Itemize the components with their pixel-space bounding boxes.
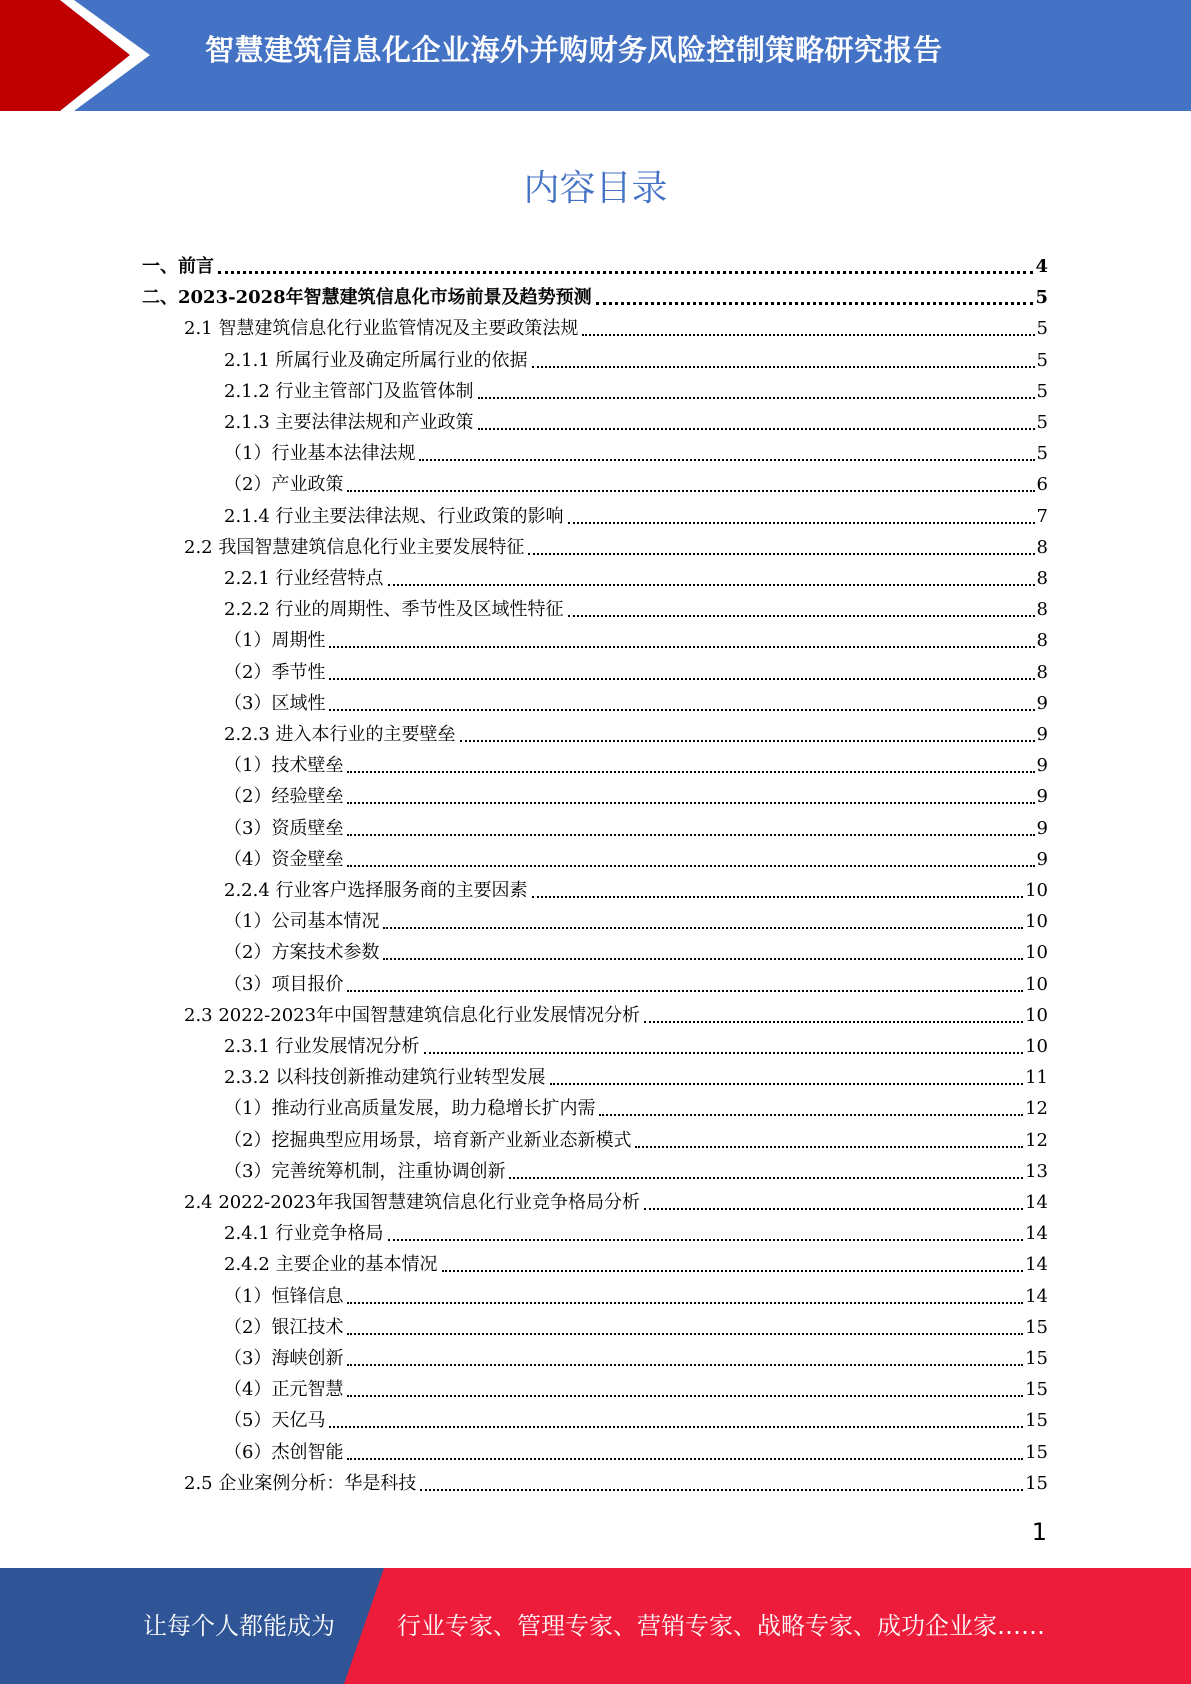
toc-entry-page: 15: [1025, 1348, 1048, 1369]
toc-entry[interactable]: [224, 691, 1048, 717]
toc-entry[interactable]: [184, 1003, 1048, 1029]
toc-entry-page: 11: [1025, 1067, 1048, 1088]
toc-entry-page: 5: [1036, 350, 1048, 371]
toc-dot-leader: [329, 678, 1034, 680]
footer-slogan-right: 行业专家、管理专家、营销专家、战略专家、成功企业家……: [397, 1612, 1045, 1640]
toc-entry-label: 2.3.1 行业发展情况分析: [224, 1036, 420, 1057]
toc-entry-page: 9: [1036, 786, 1048, 807]
toc-entry-label: （1）恒锋信息: [224, 1286, 344, 1307]
toc-entry-page: 5: [1036, 412, 1048, 433]
toc-dot-leader: [347, 990, 1023, 992]
toc-dot-leader: [347, 1333, 1023, 1335]
toc-entry-label: （2）银江技术: [224, 1317, 344, 1338]
toc-entry[interactable]: [224, 784, 1048, 810]
toc-entry-label: 2.2.2 行业的周期性、季节性及区域性特征: [224, 599, 564, 620]
toc-entry[interactable]: [224, 566, 1048, 592]
toc-entry-page: 5: [1036, 443, 1048, 464]
toc-entry[interactable]: [224, 1284, 1048, 1310]
toc-entry[interactable]: [224, 660, 1048, 686]
report-title: 智慧建筑信息化企业海外并购财务风险控制策略研究报告: [205, 33, 943, 67]
toc-entry[interactable]: [224, 628, 1048, 654]
toc-entry-label: （1）周期性: [224, 630, 326, 651]
toc-entry[interactable]: [224, 753, 1048, 779]
toc-entry-label: 2.1 智慧建筑信息化行业监管情况及主要政策法规: [184, 318, 579, 339]
toc-dot-leader: [478, 428, 1035, 430]
toc-entry-page: 5: [1036, 318, 1048, 339]
toc-entry[interactable]: [224, 878, 1048, 904]
toc-entry-page: 15: [1025, 1442, 1048, 1463]
toc-dot-leader: [442, 1270, 1024, 1272]
toc-entry[interactable]: [224, 1128, 1048, 1154]
toc-entry-label: （2）方案技术参数: [224, 942, 380, 963]
toc-entry-page: 8: [1036, 568, 1048, 589]
toc-entry-label: 2.3 2022-2023年中国智慧建筑信息化行业发展情况分析: [184, 1005, 641, 1026]
toc-entry[interactable]: [184, 316, 1048, 342]
toc-entry-page: 8: [1036, 630, 1048, 651]
toc-entry-label: （2）挖掘典型应用场景，培育新产业新业态新模式: [224, 1130, 632, 1151]
toc-dot-leader: [582, 334, 1034, 336]
toc-entry-label: （3）项目报价: [224, 974, 344, 995]
toc-dot-leader: [532, 896, 1024, 898]
toc-entry[interactable]: [224, 1440, 1048, 1466]
toc-entry-label: 2.4 2022-2023年我国智慧建筑信息化行业竞争格局分析: [184, 1192, 641, 1213]
toc-entry[interactable]: [224, 441, 1048, 467]
toc-dot-leader: [347, 1364, 1023, 1366]
toc-entry[interactable]: [184, 535, 1048, 561]
toc-entry-label: 2.1.2 行业主管部门及监管体制: [224, 381, 474, 402]
toc-entry-page: 15: [1025, 1317, 1048, 1338]
toc-entry-label: 2.4.2 主要企业的基本情况: [224, 1254, 438, 1275]
toc-entry-label: （4）正元智慧: [224, 1379, 344, 1400]
toc-entry-page: 15: [1025, 1473, 1048, 1494]
toc-entry-page: 10: [1025, 911, 1048, 932]
toc-entry-page: 7: [1036, 506, 1048, 527]
toc-entry-label: 2.1.4 行业主要法律法规、行业政策的影响: [224, 506, 564, 527]
toc-entry-page: 10: [1025, 880, 1048, 901]
toc-dot-leader: [383, 927, 1023, 929]
toc-dot-leader: [550, 1083, 1024, 1085]
toc-entry[interactable]: [224, 1159, 1048, 1185]
toc-entry-page: 13: [1025, 1161, 1048, 1182]
toc-entry-label: （6）杰创智能: [224, 1442, 344, 1463]
toc-entry[interactable]: [224, 1408, 1048, 1434]
toc-dot-leader: [568, 615, 1035, 617]
toc-entry-label: 二、2023-2028年智慧建筑信息化市场前景及趋势预测: [142, 287, 592, 308]
toc-entry-page: 9: [1036, 755, 1048, 776]
toc-entry-page: 15: [1025, 1410, 1048, 1431]
toc-dot-leader: [347, 1395, 1023, 1397]
toc-entry-label: （3）海峡创新: [224, 1348, 344, 1369]
toc-entry-page: 15: [1025, 1379, 1048, 1400]
toc-entry[interactable]: [224, 816, 1048, 842]
toc-entry-label: （2）产业政策: [224, 474, 344, 495]
toc-entry-page: 9: [1036, 818, 1048, 839]
toc-dot-leader: [347, 771, 1034, 773]
toc-entry[interactable]: [224, 379, 1048, 405]
toc-entry-label: （1）公司基本情况: [224, 911, 380, 932]
toc-entry-label: 2.5 企业案例分析：华是科技: [184, 1473, 417, 1494]
toc-entry-page: 14: [1025, 1286, 1048, 1307]
toc-entry-page: 10: [1025, 974, 1048, 995]
toc-entry-label: （1）技术壁垒: [224, 755, 344, 776]
toc-dot-leader: [635, 1146, 1023, 1148]
toc-dot-leader: [388, 584, 1035, 586]
toc-entry[interactable]: [224, 1252, 1048, 1278]
toc-entry-label: 2.2.1 行业经营特点: [224, 568, 384, 589]
toc-entry-page: 10: [1025, 1005, 1048, 1026]
toc-entry[interactable]: [224, 1377, 1048, 1403]
toc-entry-page: 6: [1036, 474, 1048, 495]
report-header-banner: [0, 0, 1191, 111]
toc-entry-label: 2.2.3 进入本行业的主要壁垒: [224, 724, 456, 745]
toc-entry-label: （1）行业基本法律法规: [224, 443, 416, 464]
toc-entry-page: 8: [1036, 599, 1048, 620]
toc-entry[interactable]: [224, 1221, 1048, 1247]
toc-entry[interactable]: [184, 1190, 1048, 1216]
toc-entry-page: 10: [1025, 1036, 1048, 1057]
toc-dot-leader: [347, 490, 1034, 492]
toc-dot-leader: [644, 1208, 1023, 1210]
toc-dot-leader: [347, 834, 1034, 836]
toc-dot-leader: [532, 366, 1035, 368]
toc-entry-label: 2.1.1 所属行业及确定所属行业的依据: [224, 350, 528, 371]
toc-entry[interactable]: [224, 909, 1048, 935]
toc-dot-leader: [528, 553, 1034, 555]
toc-entry[interactable]: [142, 285, 1048, 311]
toc-entry[interactable]: [224, 1065, 1048, 1091]
toc-dot-leader: [596, 302, 1034, 305]
toc-entry[interactable]: [224, 348, 1048, 374]
toc-entry[interactable]: [224, 940, 1048, 966]
toc-entry-label: 2.3.2 以科技创新推动建筑行业转型发展: [224, 1067, 546, 1088]
toc-entry[interactable]: [224, 1346, 1048, 1372]
toc-dot-leader: [460, 740, 1035, 742]
toc-dot-leader: [329, 709, 1034, 711]
toc-entry-page: 4: [1035, 256, 1048, 277]
toc-entry-page: 14: [1025, 1192, 1048, 1213]
toc-dot-leader: [347, 865, 1034, 867]
page-number: 1: [1031, 1518, 1047, 1546]
toc-entry-label: （5）天亿马: [224, 1410, 326, 1431]
toc-dot-leader: [478, 397, 1035, 399]
toc-entry-page: 14: [1025, 1223, 1048, 1244]
toc-entry[interactable]: [142, 254, 1048, 280]
toc-entry[interactable]: [224, 597, 1048, 623]
toc-entry[interactable]: [224, 410, 1048, 436]
toc-entry-page: 9: [1036, 693, 1048, 714]
toc-dot-leader: [509, 1177, 1023, 1179]
toc-entry[interactable]: [224, 1315, 1048, 1341]
toc-dot-leader: [329, 646, 1034, 648]
toc-entry-page: 14: [1025, 1254, 1048, 1275]
toc-entry-page: 8: [1036, 662, 1048, 683]
toc-dot-leader: [218, 271, 1033, 274]
toc-dot-leader: [347, 802, 1034, 804]
toc-dot-leader: [347, 1458, 1023, 1460]
toc-entry[interactable]: [224, 972, 1048, 998]
arrow-chevron-decoration: [0, 0, 160, 111]
toc-entry-label: （1）推动行业高质量发展，助力稳增长扩内需: [224, 1098, 596, 1119]
toc-dot-leader: [383, 958, 1023, 960]
toc-entry-page: 8: [1036, 537, 1048, 558]
toc-entry[interactable]: [224, 722, 1048, 748]
toc-entry[interactable]: [224, 472, 1048, 498]
footer-banner: [0, 1568, 1191, 1684]
toc-entry-page: 10: [1025, 942, 1048, 963]
toc-entry-label: 一、前言: [142, 256, 214, 277]
toc-entry-page: 9: [1036, 849, 1048, 870]
toc-entry-page: 12: [1025, 1130, 1048, 1151]
toc-entry[interactable]: [224, 1096, 1048, 1122]
toc-dot-leader: [419, 459, 1034, 461]
toc-dot-leader: [644, 1021, 1023, 1023]
toc-entry[interactable]: [184, 1471, 1048, 1497]
toc-dot-leader: [568, 522, 1035, 524]
toc-entry-label: （3）资质壁垒: [224, 818, 344, 839]
toc-entry[interactable]: [224, 504, 1048, 530]
toc-dot-leader: [329, 1426, 1023, 1428]
toc-entry-label: （2）季节性: [224, 662, 326, 683]
toc-entry-label: 2.2.4 行业客户选择服务商的主要因素: [224, 880, 528, 901]
toc-entry-page: 12: [1025, 1098, 1048, 1119]
toc-entry-label: （2）经验壁垒: [224, 786, 344, 807]
toc-dot-leader: [420, 1489, 1023, 1491]
toc-entry-label: 2.1.3 主要法律法规和产业政策: [224, 412, 474, 433]
toc-heading: 内容目录: [523, 168, 668, 209]
toc-entry-page: 5: [1035, 287, 1048, 308]
toc-dot-leader: [388, 1239, 1024, 1241]
footer-slogan-left: 让每个人都能成为: [143, 1612, 335, 1640]
toc-entry-page: 9: [1036, 724, 1048, 745]
toc-dot-leader: [347, 1302, 1023, 1304]
toc-dot-leader: [599, 1114, 1023, 1116]
toc-entry-label: 2.2 我国智慧建筑信息化行业主要发展特征: [184, 537, 525, 558]
toc-entry-label: （4）资金壁垒: [224, 849, 344, 870]
toc-entry-label: （3）区域性: [224, 693, 326, 714]
toc-dot-leader: [424, 1052, 1024, 1054]
toc-entry-page: 5: [1036, 381, 1048, 402]
toc-entry-label: （3）完善统筹机制，注重协调创新: [224, 1161, 506, 1182]
toc-entry[interactable]: [224, 1034, 1048, 1060]
toc-entry-label: 2.4.1 行业竞争格局: [224, 1223, 384, 1244]
toc-entry[interactable]: [224, 847, 1048, 873]
